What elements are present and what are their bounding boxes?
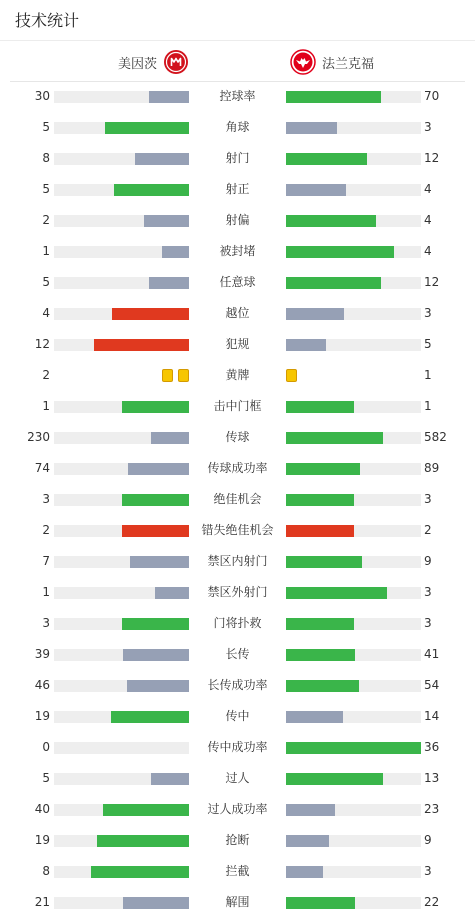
stat-label: 越位 — [225, 306, 250, 320]
stat-label: 传中 — [225, 709, 250, 723]
home-bar-track — [54, 618, 189, 630]
away-value: 1 — [424, 399, 432, 413]
stat-label: 传中成功率 — [207, 740, 268, 754]
home-bar-fill — [122, 401, 190, 413]
home-value: 30 — [34, 89, 50, 103]
stat-label: 黄牌 — [225, 368, 250, 382]
home-value: 0 — [42, 740, 50, 754]
stat-label: 长传成功率 — [207, 678, 268, 692]
home-team-name: 美因茨 — [117, 56, 157, 72]
away-team-name: 法兰克福 — [322, 56, 375, 72]
yellow-card-icon — [286, 369, 297, 382]
away-bar-fill — [286, 184, 346, 196]
away-bar-track — [286, 711, 421, 723]
stat-row — [0, 546, 475, 577]
away-bar-track — [286, 277, 421, 289]
away-value: 54 — [424, 678, 440, 692]
stat-row — [0, 732, 475, 763]
stat-label: 长传 — [225, 647, 250, 661]
away-bar-track — [286, 432, 421, 444]
home-value: 8 — [42, 864, 50, 878]
home-bar-fill — [123, 649, 189, 661]
stat-label: 过人成功率 — [207, 802, 268, 816]
away-bar-fill — [286, 587, 387, 599]
stat-label: 门将扑救 — [213, 616, 262, 630]
home-value: 5 — [42, 275, 50, 289]
home-value: 2 — [42, 368, 50, 382]
stat-label: 任意球 — [219, 275, 256, 289]
away-bar-fill — [286, 556, 362, 568]
home-bar-track — [54, 463, 189, 475]
away-value: 12 — [424, 151, 440, 165]
home-value: 19 — [34, 833, 50, 847]
home-bar-fill — [91, 866, 189, 878]
away-bar-fill — [286, 339, 326, 351]
away-bar-fill — [286, 277, 381, 289]
away-value: 70 — [424, 89, 440, 103]
stat-label: 禁区内射门 — [207, 554, 268, 568]
away-bar-track — [286, 618, 421, 630]
home-value: 5 — [42, 182, 50, 196]
stat-row — [0, 143, 475, 174]
away-value: 582 — [424, 430, 447, 444]
away-bar-fill — [286, 432, 383, 444]
away-bar-fill — [286, 215, 376, 227]
home-bar-fill — [112, 308, 189, 320]
stat-row — [0, 205, 475, 236]
home-bar-fill — [135, 153, 189, 165]
home-bar-track — [54, 184, 189, 196]
away-bar-fill — [286, 866, 323, 878]
stat-label: 击中门框 — [213, 399, 262, 413]
away-bar-fill — [286, 91, 381, 103]
home-bar-fill — [103, 804, 189, 816]
away-value: 3 — [424, 492, 432, 506]
away-value: 4 — [424, 213, 432, 227]
home-bar-track — [54, 835, 189, 847]
stat-label: 过人 — [225, 771, 250, 785]
home-value: 21 — [34, 895, 50, 909]
stat-row — [0, 329, 475, 360]
away-bar-track — [286, 401, 421, 413]
away-bar-fill — [286, 308, 344, 320]
home-bar-fill — [105, 122, 189, 134]
home-bar-fill — [127, 680, 189, 692]
stat-label: 射偏 — [225, 213, 250, 227]
stat-row — [0, 608, 475, 639]
home-yellow-cards — [162, 369, 189, 382]
away-bar-track — [286, 773, 421, 785]
away-value: 9 — [424, 554, 432, 568]
stat-row — [0, 639, 475, 670]
home-bar-track — [54, 773, 189, 785]
home-bar-track — [54, 525, 189, 537]
away-value: 9 — [424, 833, 432, 847]
home-value: 8 — [42, 151, 50, 165]
away-value: 3 — [424, 306, 432, 320]
home-value: 39 — [34, 647, 50, 661]
away-bar-fill — [286, 153, 367, 165]
stat-row — [0, 267, 475, 298]
mainz-crest-icon — [163, 49, 189, 75]
home-value: 1 — [42, 585, 50, 599]
home-value: 2 — [42, 213, 50, 227]
away-yellow-cards — [286, 369, 297, 382]
home-bar-track — [54, 649, 189, 661]
away-bar-fill — [286, 711, 343, 723]
stat-row — [0, 856, 475, 887]
stat-label: 角球 — [225, 120, 250, 134]
away-bar-track — [286, 897, 421, 909]
home-bar-track — [54, 91, 189, 103]
home-bar-fill — [162, 246, 189, 258]
stat-label: 传球 — [225, 430, 250, 444]
stat-row — [0, 360, 475, 391]
stat-row — [0, 825, 475, 856]
home-bar-fill — [144, 215, 189, 227]
away-bar-fill — [286, 525, 354, 537]
page-title: 技术统计 — [15, 11, 80, 30]
home-bar-fill — [128, 463, 189, 475]
home-bar-track — [54, 215, 189, 227]
away-value: 4 — [424, 182, 432, 196]
away-bar-track — [286, 463, 421, 475]
stat-row — [0, 670, 475, 701]
home-bar-track — [54, 680, 189, 692]
away-bar-fill — [286, 680, 359, 692]
header-divider — [0, 40, 475, 41]
home-bar-track — [54, 711, 189, 723]
away-bar-track — [286, 184, 421, 196]
home-bar-fill — [122, 618, 190, 630]
home-value: 3 — [42, 492, 50, 506]
home-team[interactable] — [118, 48, 189, 76]
away-bar-fill — [286, 835, 329, 847]
stat-row — [0, 577, 475, 608]
home-bar-track — [54, 556, 189, 568]
away-bar-fill — [286, 122, 337, 134]
home-value: 40 — [34, 802, 50, 816]
away-value: 41 — [424, 647, 440, 661]
stat-row — [0, 236, 475, 267]
away-bar-track — [286, 866, 421, 878]
away-bar-track — [286, 122, 421, 134]
stat-label: 射门 — [225, 151, 250, 165]
home-value: 19 — [34, 709, 50, 723]
home-bar-fill — [122, 494, 190, 506]
stat-row — [0, 887, 475, 918]
stat-label: 传球成功率 — [207, 461, 268, 475]
home-bar-fill — [123, 897, 189, 909]
away-bar-fill — [286, 649, 355, 661]
stat-label: 抢断 — [225, 833, 250, 847]
away-bar-track — [286, 494, 421, 506]
away-bar-track — [286, 556, 421, 568]
stat-row — [0, 174, 475, 205]
stat-row — [0, 794, 475, 825]
away-value: 3 — [424, 616, 432, 630]
away-value: 13 — [424, 771, 440, 785]
stat-label: 解围 — [225, 895, 250, 909]
home-value: 12 — [34, 337, 50, 351]
home-bar-track — [54, 339, 189, 351]
stat-row — [0, 81, 475, 112]
home-bar-fill — [114, 184, 189, 196]
away-value: 12 — [424, 275, 440, 289]
away-value: 23 — [424, 802, 440, 816]
away-value: 14 — [424, 709, 440, 723]
home-value: 7 — [42, 554, 50, 568]
away-bar-fill — [286, 804, 335, 816]
stat-label: 被封堵 — [219, 244, 256, 258]
away-bar-fill — [286, 401, 354, 413]
home-value: 230 — [27, 430, 50, 444]
home-bar-track — [54, 277, 189, 289]
stat-row — [0, 701, 475, 732]
away-bar-fill — [286, 897, 355, 909]
away-bar-fill — [286, 773, 383, 785]
stat-label: 错失绝佳机会 — [201, 523, 274, 537]
home-value: 2 — [42, 523, 50, 537]
away-bar-fill — [286, 463, 360, 475]
home-value: 4 — [42, 306, 50, 320]
home-bar-track — [54, 866, 189, 878]
home-bar-fill — [155, 587, 189, 599]
away-bar-track — [286, 246, 421, 258]
home-bar-track — [54, 308, 189, 320]
stat-row — [0, 515, 475, 546]
away-bar-track — [286, 804, 421, 816]
stat-label: 绝佳机会 — [213, 492, 262, 506]
yellow-card-icon — [178, 369, 189, 382]
away-bar-fill — [286, 246, 394, 258]
home-bar-fill — [151, 432, 189, 444]
home-bar-track — [54, 494, 189, 506]
away-bar-track — [286, 835, 421, 847]
home-bar-fill — [111, 711, 189, 723]
stat-label: 犯规 — [225, 337, 250, 351]
home-bar-fill — [130, 556, 189, 568]
home-bar-track — [54, 587, 189, 599]
home-value: 46 — [34, 678, 50, 692]
home-value: 3 — [42, 616, 50, 630]
away-bar-track — [286, 215, 421, 227]
away-bar-track — [286, 525, 421, 537]
away-bar-track — [286, 308, 421, 320]
away-bar-fill — [286, 742, 421, 754]
stat-row — [0, 484, 475, 515]
home-bar-fill — [151, 773, 189, 785]
away-value: 36 — [424, 740, 440, 754]
stat-label: 控球率 — [219, 89, 256, 103]
away-bar-track — [286, 742, 421, 754]
away-bar-track — [286, 153, 421, 165]
stat-row — [0, 391, 475, 422]
yellow-card-icon — [162, 369, 173, 382]
stat-row — [0, 422, 475, 453]
away-bar-track — [286, 91, 421, 103]
home-bar-track — [54, 153, 189, 165]
home-bar-fill — [94, 339, 189, 351]
away-team[interactable] — [290, 48, 374, 76]
home-value: 1 — [42, 244, 50, 258]
home-bar-fill — [149, 277, 189, 289]
eagle-crest-icon — [290, 49, 316, 75]
away-bar-track — [286, 339, 421, 351]
away-value: 1 — [424, 368, 432, 382]
stat-label: 禁区外射门 — [207, 585, 268, 599]
teams-header — [0, 45, 475, 79]
away-bar-track — [286, 680, 421, 692]
away-value: 4 — [424, 244, 432, 258]
away-bar-fill — [286, 494, 354, 506]
away-value: 5 — [424, 337, 432, 351]
home-bar-track — [54, 122, 189, 134]
away-value: 22 — [424, 895, 440, 909]
away-value: 3 — [424, 864, 432, 878]
home-bar-track — [54, 246, 189, 258]
away-value: 89 — [424, 461, 440, 475]
home-value: 5 — [42, 120, 50, 134]
home-bar-fill — [149, 91, 190, 103]
home-value: 5 — [42, 771, 50, 785]
home-bar-track — [54, 897, 189, 909]
stat-row — [0, 453, 475, 484]
home-bar-track — [54, 742, 189, 754]
home-bar-track — [54, 432, 189, 444]
home-bar-fill — [122, 525, 190, 537]
stat-label: 射正 — [225, 182, 250, 196]
away-value: 2 — [424, 523, 432, 537]
home-value: 74 — [34, 461, 50, 475]
stat-row — [0, 298, 475, 329]
away-bar-fill — [286, 618, 354, 630]
home-bar-track — [54, 401, 189, 413]
away-value: 3 — [424, 120, 432, 134]
stat-row — [0, 763, 475, 794]
away-bar-track — [286, 587, 421, 599]
stat-label: 拦截 — [225, 864, 250, 878]
away-value: 3 — [424, 585, 432, 599]
home-bar-track — [54, 804, 189, 816]
home-bar-fill — [97, 835, 189, 847]
stat-row — [0, 112, 475, 143]
home-value: 1 — [42, 399, 50, 413]
away-bar-track — [286, 649, 421, 661]
